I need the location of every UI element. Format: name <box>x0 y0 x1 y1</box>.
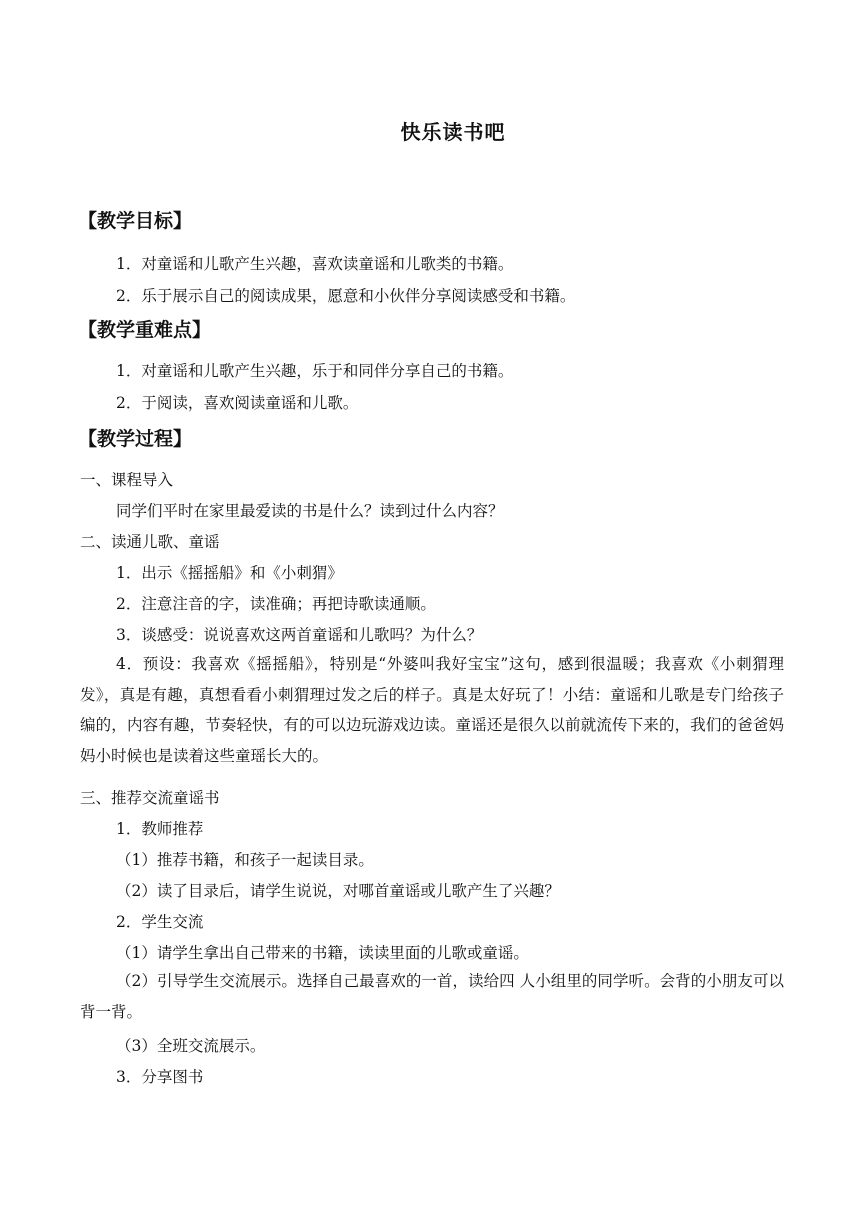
student-item: （2）引导学生交流展示。选择自己最喜欢的一首，读给四 人小组里的同学听。会背的小朋友可以背一背。 <box>80 972 784 1021</box>
student-item: （1）请学生拿出自己带来的书籍，读读里面的儿歌或童谣。 <box>116 944 529 962</box>
page-title: 快乐读书吧 <box>400 120 506 144</box>
key-point-item: 1．对童谣和儿歌产生兴趣，乐于和同伴分享自己的书籍。 <box>116 362 514 380</box>
part2-item: 3．谈感受：说说喜欢这两首童谣和儿歌吗？为什么？ <box>116 626 483 644</box>
part3-title: 三、推荐交流童谣书 <box>80 789 220 807</box>
teacher-item: （1）推荐书籍，和孩子一起读目录。 <box>116 851 374 869</box>
key-point-item: 2．于阅读，喜欢阅读童谣和儿歌。 <box>116 394 359 412</box>
part2-item: 2．注意注音的字，读准确；再把诗歌读通顺。 <box>116 595 436 613</box>
student-title: 2．学生交流 <box>116 913 204 931</box>
student-item: （3）全班交流展示。 <box>116 1037 266 1055</box>
part2-title: 二、读通儿歌、童谣 <box>80 533 220 551</box>
share-title: 3．分享图书 <box>116 1068 204 1086</box>
part2-item-4: 4．预设：我喜欢《摇摇船》，特别是“外婆叫我好宝宝”这句，感到很温暖；我喜欢《小刺猬理发》，真是有趣，真想看看小刺猬理过发之后的样子。真是太好玩了！小结：童谣和儿歌是专门给孩子编的，内容有趣，节奏轻快，有的可以边玩游戏边读。童谣还是很久以前就流传下来的，我们的爸爸妈妈小时候也是读着这些童瑶长大的。 <box>80 655 784 766</box>
part1-text: 同学们平时在家里最爱读的书是什么？读到过什么内容？ <box>116 502 504 520</box>
heading-objectives: 【教学目标】 <box>78 210 193 232</box>
heading-key-points: 【教学重难点】 <box>78 319 212 341</box>
teacher-title: 1．教师推荐 <box>116 820 204 838</box>
teacher-item: （2）读了目录后，请学生说说，对哪首童谣或儿歌产生了兴趣？ <box>116 882 560 900</box>
part1-title: 一、课程导入 <box>80 471 174 489</box>
objective-item: 2．乐于展示自己的阅读成果，愿意和小伙伴分享阅读感受和书籍。 <box>116 287 576 305</box>
part2-item: 1．出示《摇摇船》和《小刺猬》 <box>116 564 343 582</box>
objective-item: 1．对童谣和儿歌产生兴趣，喜欢读童谣和儿歌类的书籍。 <box>116 255 514 273</box>
heading-process: 【教学过程】 <box>78 428 193 450</box>
